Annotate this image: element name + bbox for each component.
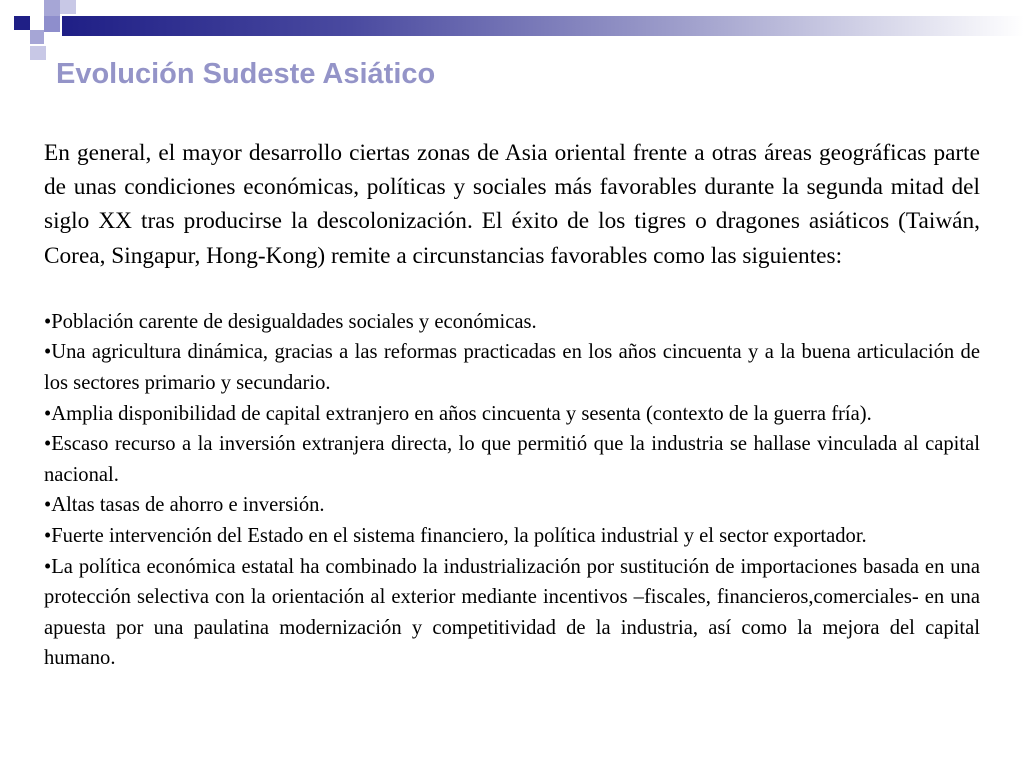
decorative-square [14, 16, 30, 30]
decorative-square [60, 0, 76, 14]
decorative-square [44, 16, 60, 32]
bullet-item: •Escaso recurso a la inversión extranjera directa, lo que permitió que la industria se hallase vinculada al capital nacional. [44, 433, 980, 486]
header-gradient-bar [62, 16, 1024, 36]
slide-content [44, 136, 980, 674]
bullet-item: •Amplia disponibilidad de capital extranjero en años cincuenta y sesenta (contexto de la guerra fría). [44, 402, 872, 425]
decorative-square [30, 30, 44, 44]
bullet-item: •La política económica estatal ha combinado la industrialización por sustitución de importaciones basada en una protección selectiva con la orientación al exterior mediante incentivos –fiscales, financieros,comerciales- en una apuesta por una paulatina modernización y competitividad de la industria, así como la mejora del capital humano. [44, 555, 980, 670]
decorative-square [44, 0, 60, 16]
bullet-item: •Altas tasas de ahorro e inversión. [44, 494, 325, 517]
bullet-item: •Una agricultura dinámica, gracias a las reformas practicadas en los años cincuenta y a la buena articulación de los sectores primario y secundario. [44, 341, 980, 394]
bullet-item: •Fuerte intervención del Estado en el sistema financiero, la política industrial y el sector exportador. [44, 524, 867, 547]
slide-title: Evolución Sudeste Asiático [56, 58, 436, 90]
bullet-list [44, 307, 980, 674]
decorative-square [30, 46, 46, 60]
intro-paragraph: En general, el mayor desarrollo ciertas zonas de Asia oriental frente a otras áreas geográficas parte de unas condiciones económicas, políticas y sociales más favorables durante la segunda mitad del siglo XX tras producirse la descolonización. El éxito de los tigres o dragones asiáticos (Taiwán, Corea, Singapur, Hong-Kong) remite a circunstancias favorables como las siguientes: [44, 140, 980, 269]
bullet-item: •Población carente de desigualdades sociales y económicas. [44, 310, 537, 333]
